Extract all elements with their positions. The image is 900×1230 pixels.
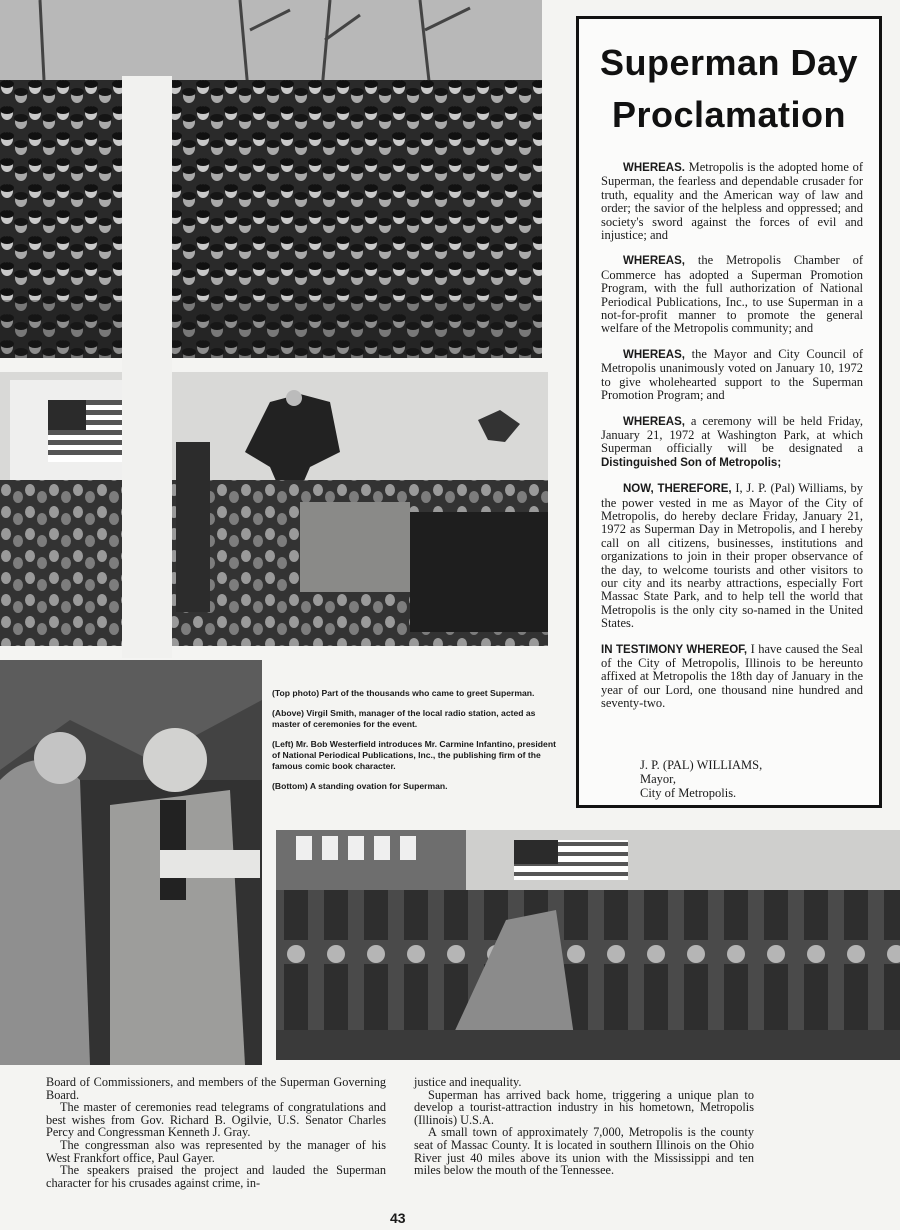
- proclamation-paragraph: WHEREAS, a ceremony will be held Friday, January 21, 1972 at Washington Park, at which Superman officially will be designated a Distinguished Son of Metropolis;: [601, 413, 863, 469]
- proclamation-paragraph: NOW, THEREFORE, I, J. P. (Pal) Williams, by the power vested in me as Mayor of the City of Metropolis, do hereby declare Friday, January 21, 1972 as Superman Day in Metropolis, and I hereby call on all citizens, businesses, institutions and organizations to join in their proper observance of the day, to welcome tourists and other visitors to our city and its nearby attractions, especially Fort Massac State Park, and to help tell the world that Metropolis is the only city so-named in the United States.: [601, 481, 863, 631]
- article-paragraph: The speakers praised the project and lauded the Superman character for his crusades against crime, in-: [46, 1163, 386, 1190]
- caption: (Top photo) Part of the thousands who came to greet Superman.: [272, 688, 535, 698]
- article-paragraph: A small town of approximately 7,000, Metropolis is the county seat of Massac County. It is located in southern Illinois on the Ohio River just 40 miles above its union with the Mississippi and ten miles below the mouth of the Tennessee.: [414, 1125, 754, 1178]
- proclamation-title: Superman Day Proclamation: [599, 42, 859, 135]
- signature-block: J. P. (PAL) WILLIAMS, Mayor, City of Metropolis.: [640, 758, 763, 800]
- article-paragraph: Superman has arrived back home, triggering a unique plan to develop a tourist-attraction industry in his hometown, Metropolis (Illinois) U.S.A.: [414, 1087, 754, 1127]
- article-left-column: [46, 1076, 386, 1189]
- photo-stage: [0, 372, 548, 646]
- caption: (Bottom) A standing ovation for Superman.: [272, 781, 448, 791]
- article-paragraph: The master of ceremonies read telegrams of congratulations and best wishes from Gov. Richard B. Ogilvie, U.S. Senator Charles Percy and Congressman Kenneth J. Gray.: [46, 1100, 386, 1140]
- paper-strip: [122, 76, 172, 658]
- caption: (Above) Virgil Smith, manager of the local radio station, acted as master of ceremonies for the event.: [272, 708, 536, 729]
- article-paragraph: Board of Commissioners, and members of the Superman Governing Board.: [46, 1075, 386, 1102]
- caption: (Left) Mr. Bob Westerfield introduces Mr. Carmine Infantino, president of National Periodical Publications, Inc., the publishing firm of the famous comic book character.: [272, 739, 556, 771]
- article-right-column: [414, 1076, 754, 1177]
- photo-speakers: [0, 660, 262, 1065]
- american-flag-icon: [48, 400, 132, 462]
- proclamation-paragraph: WHEREAS, the Mayor and City Council of Metropolis unanimously voted on January 10, 1972 to give wholehearted support to the Superman Promotion Program; and: [601, 346, 863, 403]
- proclamation-paragraph: IN TESTIMONY WHEREOF, I have caused the Seal of the City of Metropolis, Illinois to be hereunto affixed at Metropolis the 18th day of January in the year of our Lord, one thousand nine hundred and seventy-two.: [601, 641, 863, 711]
- american-flag-icon: [514, 840, 628, 880]
- photo-ovation: [276, 830, 900, 1060]
- page-number: 43: [390, 1210, 406, 1226]
- photo-crowd: [0, 0, 542, 358]
- proclamation-paragraph: WHEREAS. Metropolis is the adopted home of Superman, the fearless and dependable crusader for truth, equality and the American way of law and order; the savior of the helpless and oppressed; and society's sword against the forces of evil and injustice; and: [601, 160, 863, 243]
- article-paragraph: justice and inequality.: [414, 1075, 522, 1089]
- proclamation-body: [601, 161, 863, 723]
- proclamation-box: [576, 16, 882, 808]
- article-paragraph: The congressman also was represented by the manager of his West Frankfort office, Paul Gayer.: [46, 1137, 386, 1165]
- proclamation-paragraph: WHEREAS, the Metropolis Chamber of Commerce has adopted a Superman Promotion Program, with the full authorization of National Periodical Publications, Inc., to use Superman in a not-for-profit manner to promote the general welfare of the Metropolis community; and: [601, 253, 863, 336]
- photo-captions: [272, 688, 562, 801]
